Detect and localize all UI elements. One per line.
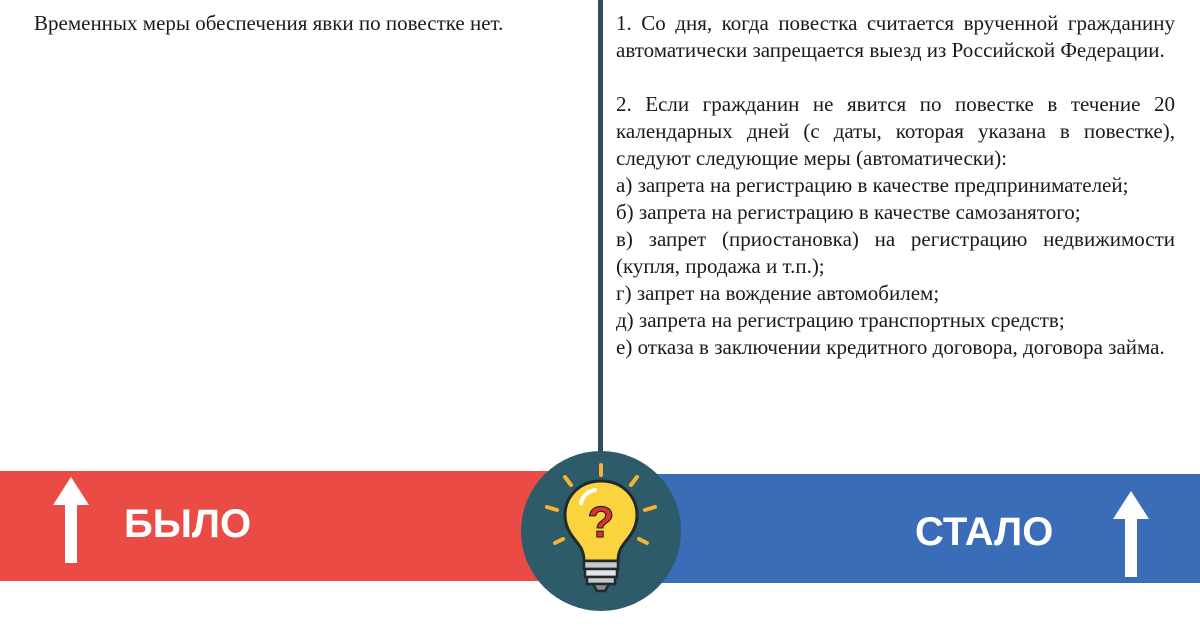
arrow-up-icon [1113, 491, 1149, 577]
after-list-item-d: г) запрет на вождение автомобилем; [616, 281, 940, 305]
before-column [34, 10, 594, 37]
before-banner [0, 471, 600, 581]
after-list-item-b: б) запрета на регистрацию в качестве самозанятого; [616, 200, 1081, 224]
column-divider [598, 0, 603, 470]
arrow-up-icon [53, 477, 89, 563]
before-text: Временных меры обеспечения явки по повестке нет. [34, 11, 504, 35]
after-banner [600, 474, 1200, 583]
after-point-1: 1. Со дня, когда повестка считается врученной гражданину автоматически запрещается выезд из Российской Федерации. [616, 11, 1175, 62]
svg-text:?: ? [587, 498, 615, 547]
after-point-2: 2. Если гражданин не явится по повестке в течение 20 календарных дней (с даты, которая указана в повестке), следуют следующие меры (автоматически): [616, 92, 1175, 170]
after-label: СТАЛО [915, 510, 1054, 554]
after-list-item-e: д) запрета на регистрацию транспортных средств; [616, 308, 1065, 332]
lightbulb-question-icon [521, 451, 681, 611]
paragraph-gap [616, 64, 1175, 91]
after-list-item-f: е) отказа в заключении кредитного договора, договора займа. [616, 335, 1165, 359]
before-label: БЫЛО [124, 502, 252, 546]
after-list-item-c: в) запрет (приостановка) на регистрацию недвижимости (купля, продажа и т.п.); [616, 227, 1175, 278]
after-column [616, 10, 1175, 361]
after-list-item-a: а) запрета на регистрацию в качестве предпринимателей; [616, 173, 1129, 197]
